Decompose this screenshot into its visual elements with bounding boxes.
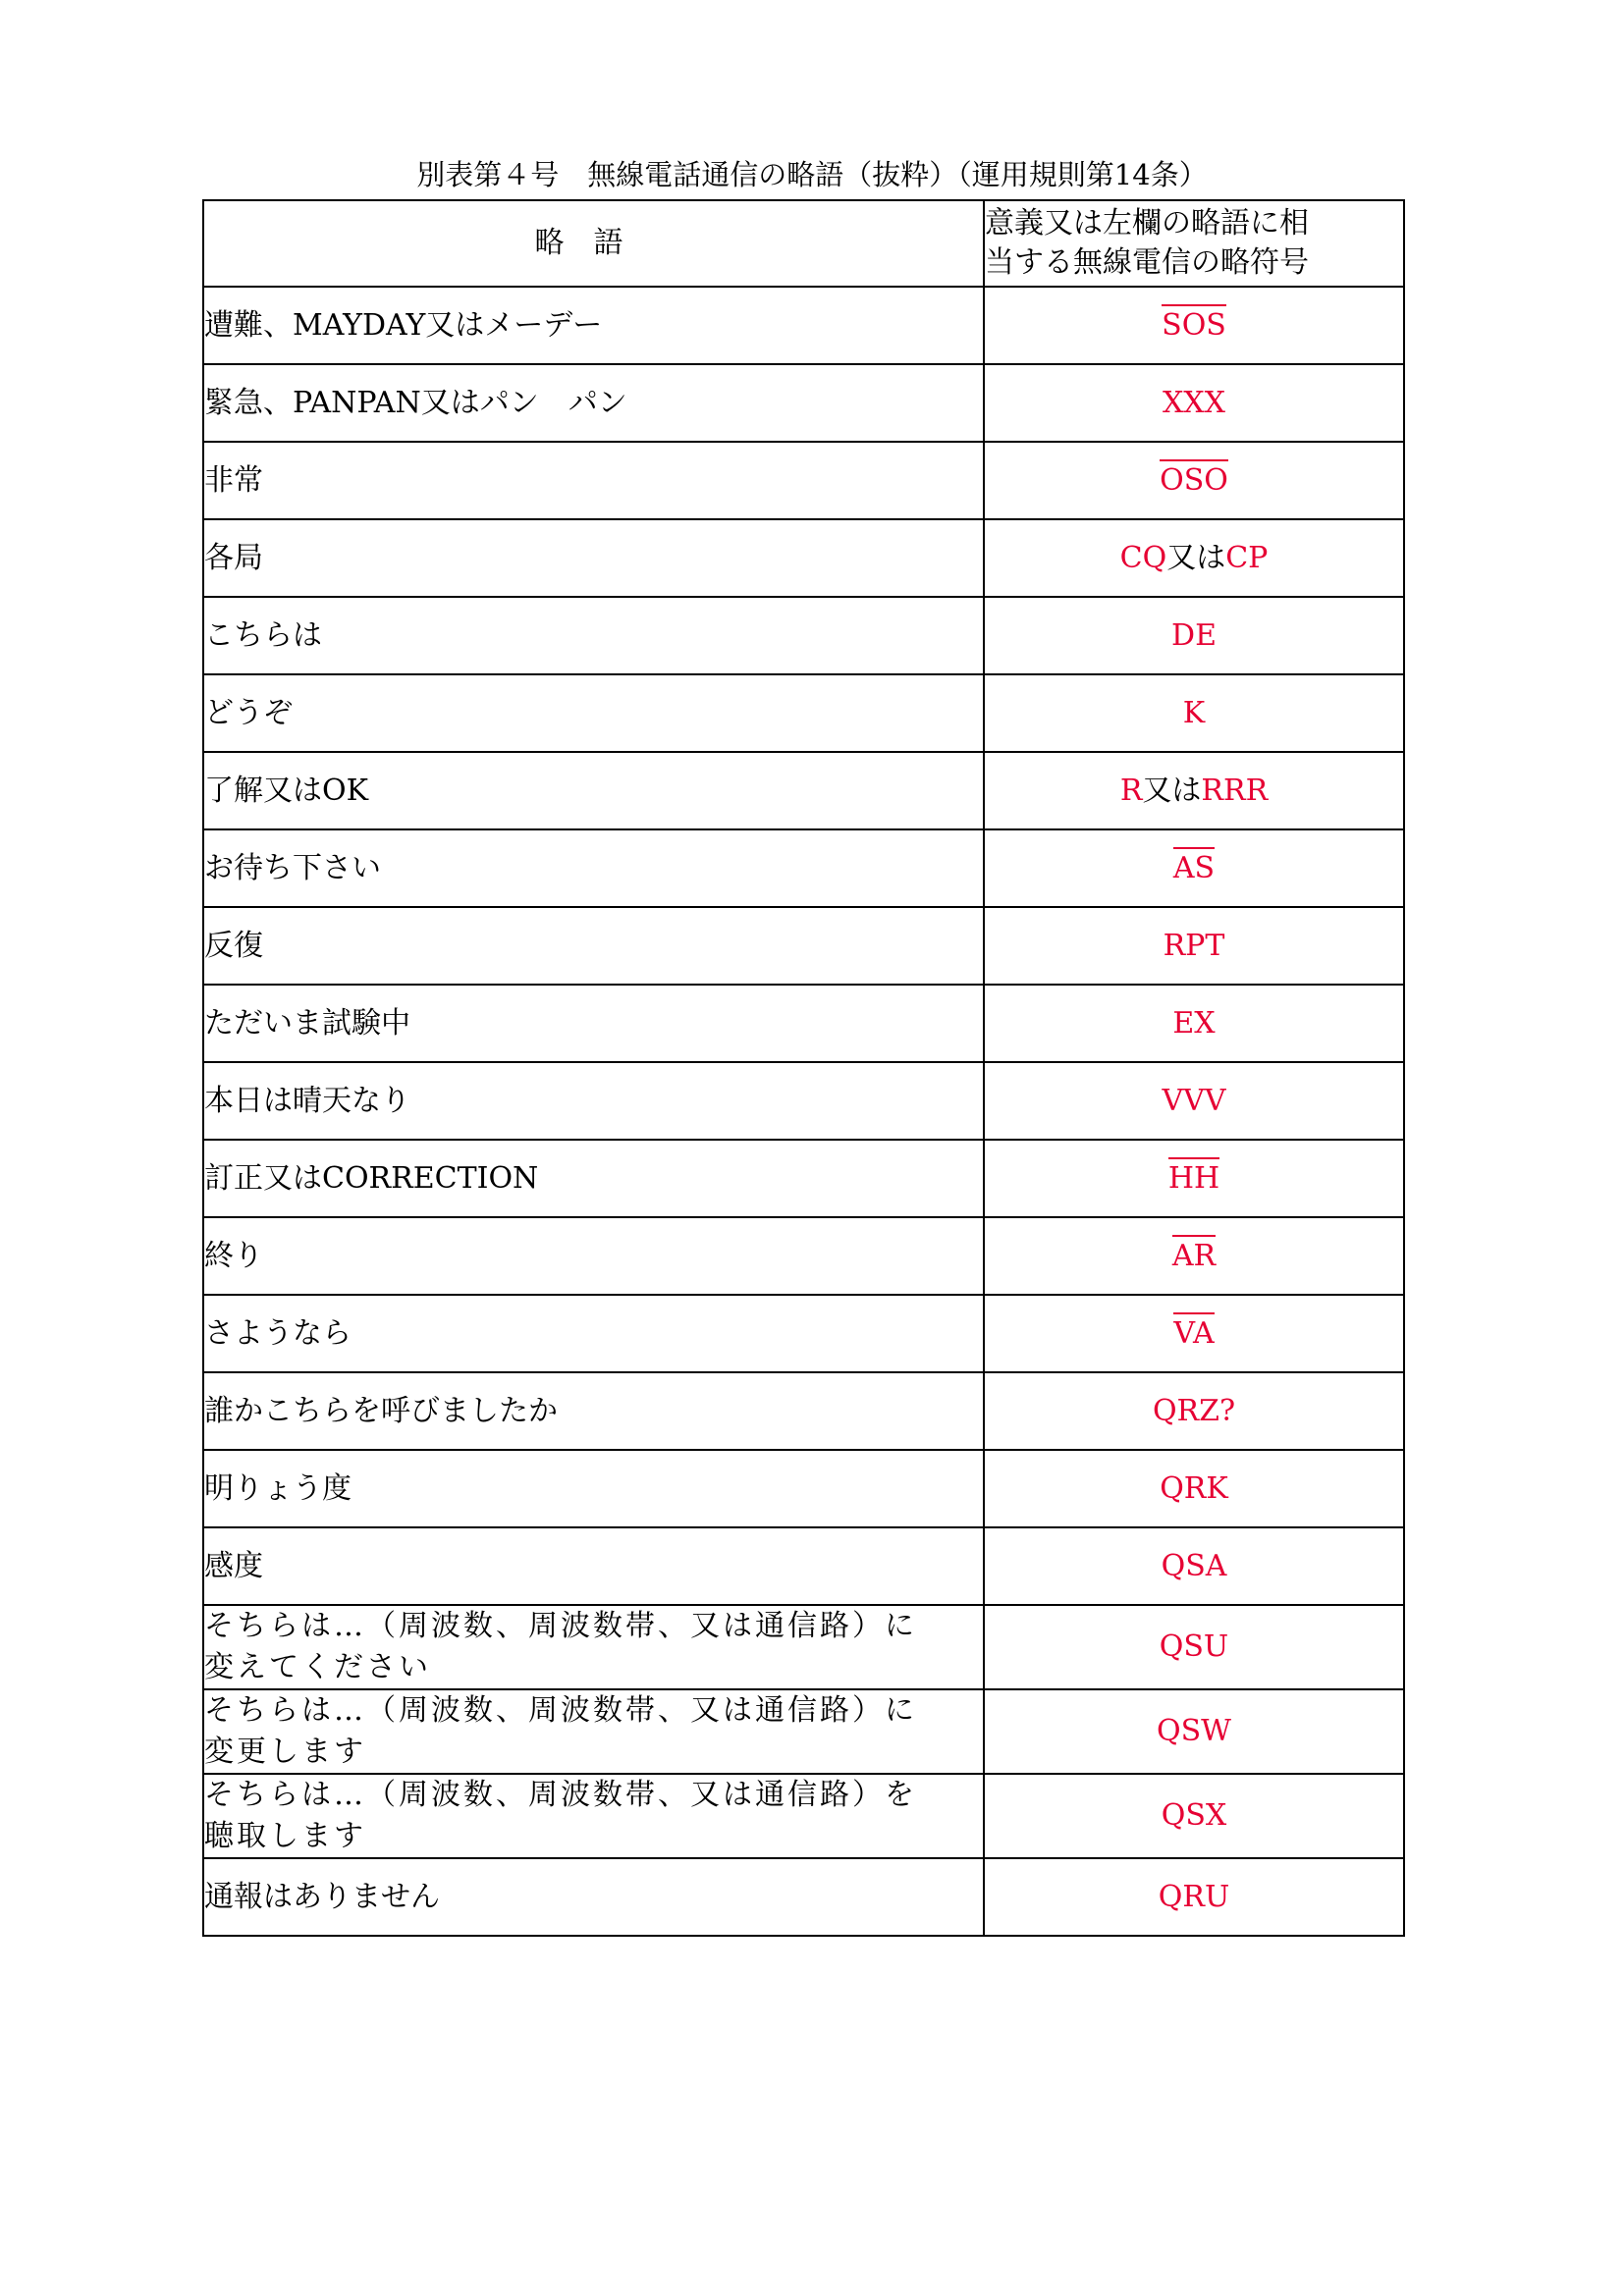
table-row bbox=[203, 1605, 1404, 1689]
abbreviation-term: 遭難、MAYDAY又はメーデー bbox=[203, 287, 984, 364]
morse-code: DE bbox=[1171, 617, 1217, 653]
morse-code-cell bbox=[984, 1217, 1404, 1295]
term-line-1: そちらは…（周波数、周波数帯、又は通信路）を bbox=[204, 1778, 917, 1812]
morse-code-cell bbox=[984, 1140, 1404, 1217]
abbreviation-term: 通報はありません bbox=[203, 1858, 984, 1936]
term-line-1: そちらは…（周波数、周波数帯、又は通信路）に bbox=[204, 1609, 917, 1643]
morse-code: VVV bbox=[1162, 1083, 1226, 1118]
meaning-column-header bbox=[984, 200, 1404, 287]
morse-code: AR bbox=[1172, 1235, 1216, 1273]
morse-code: SOS bbox=[1162, 304, 1226, 343]
abbreviation-term: 反復 bbox=[203, 907, 984, 985]
term-line-2: 聴取します bbox=[204, 1819, 366, 1853]
morse-code-cell bbox=[984, 1858, 1404, 1936]
morse-code: QSU bbox=[1159, 1629, 1229, 1664]
morse-code: QRK bbox=[1160, 1470, 1228, 1506]
table-body bbox=[203, 287, 1404, 1936]
morse-code-cell bbox=[984, 1295, 1404, 1372]
morse-code-a: CQ bbox=[1119, 540, 1167, 575]
table-row bbox=[203, 829, 1404, 907]
code-connector: 又は bbox=[1166, 540, 1226, 575]
page-title: 別表第４号 無線電話通信の略語（抜粋）（運用規則第14条） bbox=[416, 158, 1208, 191]
table-row bbox=[203, 442, 1404, 519]
table-row bbox=[203, 597, 1404, 674]
table-row bbox=[203, 985, 1404, 1062]
table-row bbox=[203, 1140, 1404, 1217]
morse-code: OSO bbox=[1160, 459, 1228, 498]
morse-code: EX bbox=[1172, 1005, 1216, 1041]
abbreviation-term: 非常 bbox=[203, 442, 984, 519]
morse-code-cell bbox=[984, 907, 1404, 985]
abbreviation-term: 明りょう度 bbox=[203, 1450, 984, 1527]
morse-code: HH bbox=[1168, 1157, 1219, 1196]
table-header-row bbox=[203, 200, 1404, 287]
abbreviation-term: こちらは bbox=[203, 597, 984, 674]
morse-code: QRZ? bbox=[1152, 1393, 1236, 1428]
morse-code-cell bbox=[984, 829, 1404, 907]
table-row bbox=[203, 1450, 1404, 1527]
morse-code-cell bbox=[984, 1605, 1404, 1689]
morse-code: K bbox=[1182, 695, 1206, 730]
morse-code: XXX bbox=[1162, 385, 1226, 420]
morse-code-cell bbox=[984, 752, 1404, 829]
abbreviation-term bbox=[203, 1689, 984, 1774]
morse-code: QRU bbox=[1158, 1879, 1230, 1914]
abbreviation-term: 訂正又はCORRECTION bbox=[203, 1140, 984, 1217]
abbreviation-term: 了解又はOK bbox=[203, 752, 984, 829]
morse-code-cell bbox=[984, 519, 1404, 597]
table-row bbox=[203, 1295, 1404, 1372]
abbreviation-term: どうぞ bbox=[203, 674, 984, 752]
abbreviation-table bbox=[202, 199, 1405, 1937]
morse-code-cell bbox=[984, 1689, 1404, 1774]
morse-code-cell bbox=[984, 1527, 1404, 1605]
abbreviation-term: ただいま試験中 bbox=[203, 985, 984, 1062]
table-row bbox=[203, 1062, 1404, 1140]
abbreviation-term: 各局 bbox=[203, 519, 984, 597]
term-line-2: 変更します bbox=[204, 1735, 366, 1769]
meaning-header-line-1: 意義又は左欄の略語に相 bbox=[985, 206, 1309, 240]
abbreviation-term bbox=[203, 1605, 984, 1689]
term-column-header: 略語 bbox=[203, 200, 984, 287]
table-row bbox=[203, 1689, 1404, 1774]
morse-code-cell bbox=[984, 1450, 1404, 1527]
table-row bbox=[203, 1217, 1404, 1295]
morse-code: VA bbox=[1173, 1312, 1214, 1351]
morse-code-cell bbox=[984, 1062, 1404, 1140]
morse-code-cell bbox=[984, 597, 1404, 674]
morse-code-b: RRR bbox=[1201, 773, 1269, 808]
table-row bbox=[203, 907, 1404, 985]
morse-code-b: CP bbox=[1225, 540, 1269, 575]
term-line-1: そちらは…（周波数、周波数帯、又は通信路）に bbox=[204, 1693, 917, 1728]
morse-code-cell bbox=[984, 442, 1404, 519]
morse-code-a: R bbox=[1119, 773, 1143, 808]
morse-code-cell bbox=[984, 1372, 1404, 1450]
morse-code-cell bbox=[984, 287, 1404, 364]
morse-code: RPT bbox=[1163, 928, 1225, 963]
table-row bbox=[203, 1527, 1404, 1605]
abbreviation-term: さようなら bbox=[203, 1295, 984, 1372]
table-row bbox=[203, 1372, 1404, 1450]
morse-code: AS bbox=[1173, 847, 1215, 885]
morse-code-cell bbox=[984, 364, 1404, 442]
table-row bbox=[203, 1774, 1404, 1858]
abbreviation-term: 緊急、PANPAN又はパン パン bbox=[203, 364, 984, 442]
abbreviation-term: 誰かこちらを呼びましたか bbox=[203, 1372, 984, 1450]
morse-code: QSX bbox=[1161, 1798, 1227, 1833]
morse-code: QSA bbox=[1161, 1548, 1227, 1583]
table-row bbox=[203, 1858, 1404, 1936]
abbreviation-term: 終り bbox=[203, 1217, 984, 1295]
morse-code-cell bbox=[984, 674, 1404, 752]
table-row bbox=[203, 519, 1404, 597]
abbreviation-term bbox=[203, 1774, 984, 1858]
abbreviation-term: 本日は晴天なり bbox=[203, 1062, 984, 1140]
table-row bbox=[203, 674, 1404, 752]
table-row bbox=[203, 364, 1404, 442]
morse-code-cell bbox=[984, 985, 1404, 1062]
abbreviation-term: 感度 bbox=[203, 1527, 984, 1605]
table-row bbox=[203, 752, 1404, 829]
term-line-2: 変えてください bbox=[204, 1650, 431, 1684]
meaning-header-line-2: 当する無線電信の略符号 bbox=[985, 245, 1309, 280]
abbreviation-term: お待ち下さい bbox=[203, 829, 984, 907]
morse-code-cell bbox=[984, 1774, 1404, 1858]
morse-code: QSW bbox=[1157, 1714, 1231, 1748]
code-connector: 又は bbox=[1142, 773, 1202, 808]
table-row bbox=[203, 287, 1404, 364]
